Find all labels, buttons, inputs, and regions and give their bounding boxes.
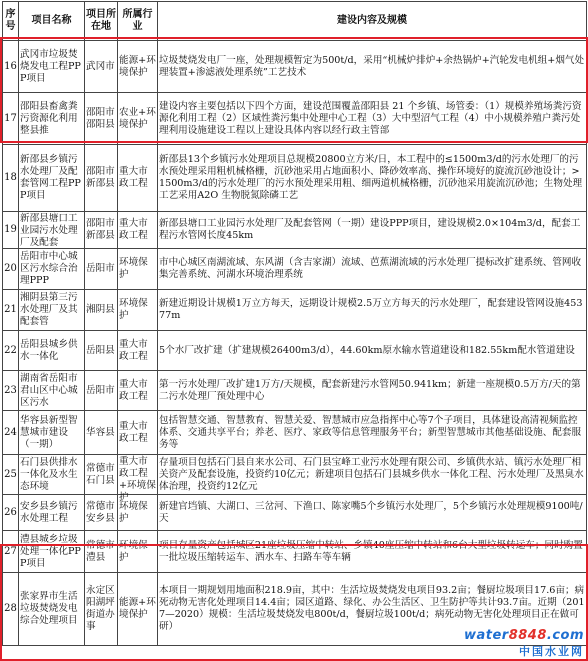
project-location-cell xyxy=(85,371,118,411)
project-description-cell xyxy=(158,145,587,212)
row-number-cell xyxy=(3,455,19,495)
project-location-cell xyxy=(85,495,118,531)
header-industry: 所属行业 xyxy=(118,2,158,41)
project-location-cell xyxy=(85,93,118,145)
project-location: 永定区阳湖坪街道办事 xyxy=(86,585,115,632)
project-industry: 环境保护 xyxy=(119,298,148,321)
project-industry: 重大市政工程 xyxy=(119,338,148,362)
project-description-cell xyxy=(158,93,587,145)
project-name: 湘阴县第三污水处理厂及其配套管 xyxy=(20,292,78,327)
row-number: 28 xyxy=(4,603,17,614)
row-number: 23 xyxy=(4,384,17,396)
row-number: 24 xyxy=(4,426,17,438)
project-industry-cell xyxy=(118,573,158,646)
project-location: 邵阳市新邵县 xyxy=(86,166,115,189)
table-row xyxy=(3,93,587,145)
project-location: 常德市澧县 xyxy=(86,539,115,563)
project-name-cell xyxy=(19,290,85,331)
project-name-cell xyxy=(19,531,85,573)
project-industry-cell xyxy=(118,411,158,455)
project-description: 新建近期设计规模1万立方每天，远期设计规模2.5万立方每天的污水处理厂，配套建设管网设施45377m xyxy=(159,298,583,321)
project-location: 常德市石门县 xyxy=(86,462,115,486)
project-location: 邵阳市新邵县 xyxy=(86,218,115,241)
project-description: 包括智慧交通、智慧教育、智慧关爱、智慧城市应急指挥中心等7个子项目，具体建设高清视频监控体系、交通共享平台；养老、医疗、家政等信息管理服务平台；新型智慧城市其他基础设施、配套服务等 xyxy=(159,414,582,450)
project-description: 垃圾焚烧发电厂一座，处理规模暂定为500t/d，采用“机械炉排炉+余热锅炉+汽轮发电机组+烟气处理装置+渗滤液处理系统”工艺技术 xyxy=(159,54,585,78)
project-industry-cell xyxy=(118,531,158,573)
project-name: 新邵县塘口工业园污水处理厂及配套 xyxy=(20,212,78,248)
project-description-cell xyxy=(158,41,587,93)
table-row xyxy=(3,455,587,495)
project-description-cell xyxy=(158,411,587,455)
project-location: 常德市安乡县 xyxy=(86,500,115,524)
project-description: 本项目一期规划用地面积218.9亩，其中：生活垃圾焚烧发电项目93.2亩；餐厨垃圾项目17.6亩；病死动物无害化处理项目14.4亩；园区道路、绿化、办公生活区、卫生防护等共计93.7亩。近期（2017—2020）规模：生活垃圾焚烧发电800t/d，餐厨垃圾100t/d；病死动物无害化处理项目正在做可研） xyxy=(159,585,585,632)
project-description: 新邵县塘口工业园污水处理厂及配套管网（一期）建设PPP项目，建设规模2.0×104m3/d，配套工程污水管网长度45km xyxy=(159,218,581,241)
project-industry: 重大市政工程 xyxy=(119,378,148,402)
project-name: 张家界市生活垃圾焚烧发电综合处理项目 xyxy=(20,591,78,626)
project-name-cell xyxy=(19,495,85,531)
header-name: 项目名称 xyxy=(19,2,85,41)
table-row xyxy=(3,41,587,93)
row-number-cell xyxy=(3,371,19,411)
project-description-cell xyxy=(158,371,587,411)
row-number: 21 xyxy=(4,304,17,315)
row-number-cell xyxy=(3,331,19,371)
row-number-cell xyxy=(3,212,19,249)
project-description-cell xyxy=(158,331,587,371)
project-name-cell xyxy=(19,331,85,371)
project-name: 石门县供排水一体化及水生态环境 xyxy=(20,456,78,492)
project-industry-cell xyxy=(118,371,158,411)
project-name-cell xyxy=(19,212,85,249)
header-description: 建设内容及规模 xyxy=(158,2,587,41)
project-industry-cell xyxy=(118,249,158,290)
row-number-cell xyxy=(3,145,19,212)
project-industry-cell xyxy=(118,41,158,93)
table-row xyxy=(3,249,587,290)
project-name: 武冈市垃圾焚烧发电工程PPP项目 xyxy=(20,48,81,84)
project-industry: 能源+环境保护 xyxy=(119,597,156,620)
project-name: 岳阳县城乡供水一体化 xyxy=(20,338,78,362)
project-industry-cell xyxy=(118,455,158,503)
project-name: 安乡县乡镇污水处理工程 xyxy=(20,500,78,524)
row-number: 22 xyxy=(4,344,17,356)
project-industry: 重大市政工程+环境保护 xyxy=(119,455,156,503)
row-number-cell xyxy=(3,290,19,331)
project-name: 邵阳县畜禽粪污资源化利用整县推 xyxy=(20,100,78,136)
table-row xyxy=(3,331,587,371)
project-location: 邵阳市邵阳县 xyxy=(86,106,115,130)
header-location: 项目所在地 xyxy=(85,2,118,41)
project-name-cell xyxy=(19,411,85,455)
project-location-cell xyxy=(85,249,118,290)
project-name-cell xyxy=(19,93,85,145)
project-description-cell xyxy=(158,495,587,531)
project-description: 项目存量资产包括城区21座垃圾压缩中转站、乡镇40座压缩中转站和6台大型垃圾转运车；同时购置一批垃圾压缩转运车、洒水车、扫路车等车辆 xyxy=(159,539,583,563)
project-industry: 重大市政工程 xyxy=(119,420,148,444)
project-industry: 环境保护 xyxy=(119,257,148,280)
project-table xyxy=(2,1,587,646)
project-name: 岳阳市中心城区污水综合治理PPP xyxy=(20,251,78,286)
row-number: 20 xyxy=(4,263,17,274)
project-location: 湘阴县 xyxy=(86,304,115,315)
project-industry-cell xyxy=(118,212,158,249)
table-header-row xyxy=(3,2,587,41)
table-row xyxy=(3,531,587,573)
project-description: 建设内容主要包括以下四个方面，建设范围覆盖邵阳县 21 个乡镇、场管委：（1）规模养殖场粪污资源化利用工程（2）区域性粪污集中处理中心工程（3）大中型沼气工程（4）中小规模养殖户粪污处理利用设施建设工程以上建设具体内容以经行政主管部 xyxy=(159,100,582,136)
row-number-cell xyxy=(3,495,19,531)
project-location: 华容县 xyxy=(86,426,115,438)
table-row xyxy=(3,371,587,411)
project-location-cell xyxy=(85,411,118,455)
project-description: 新邵县13个乡镇污水处理项目总规模20800立方米/日，本工程中的≤1500m3/d的污水处理厂的污水预处理采用粗机械格栅，沉砂池采用占地面积小、降砂效率高、操作环境好的旋流沉砂池设计；>1500m3/d的污水处理厂的污水预处理采用粗、细两道机械格栅，沉砂池采用旋流沉砂池；生物处理工艺采用A2O 生物脱氮除磷工艺 xyxy=(159,154,583,201)
watermark-subtitle: 中国水业网 xyxy=(519,645,584,658)
project-location-cell xyxy=(85,531,118,573)
row-number-cell xyxy=(3,531,19,573)
project-industry-cell xyxy=(118,331,158,371)
project-name-cell xyxy=(19,249,85,290)
row-number: 26 xyxy=(4,506,17,518)
row-number: 16 xyxy=(4,60,17,72)
project-description-cell xyxy=(158,249,587,290)
header-no: 序号 xyxy=(3,2,19,41)
row-number-cell xyxy=(3,93,19,145)
row-number-cell xyxy=(3,573,19,646)
project-location: 岳阳市 xyxy=(86,263,115,274)
project-description: 5个水厂改扩建（扩建规模26400m3/d），44.60km原水输水管道建设和182.55km配水管道建设 xyxy=(159,344,575,356)
project-industry-cell xyxy=(118,93,158,145)
project-location-cell xyxy=(85,331,118,371)
project-name-cell xyxy=(19,371,85,411)
project-industry: 农业+环境保护 xyxy=(119,106,156,130)
row-number: 27 xyxy=(4,545,17,557)
project-industry-cell xyxy=(118,145,158,212)
project-name-cell xyxy=(19,145,85,212)
project-industry: 环境保护 xyxy=(119,500,148,524)
project-location: 岳阳县 xyxy=(86,344,115,356)
table-row xyxy=(3,145,587,212)
project-name-cell xyxy=(19,41,85,93)
project-location-cell xyxy=(85,212,118,249)
project-location-cell xyxy=(85,455,118,495)
project-description: 市中心城区南湖流域、东风湖（含吉家湖）流域、芭蕉湖流域的污水处理厂提标改扩建系统、管网收集完善系统、河湖水环境治理系统 xyxy=(159,257,582,280)
project-industry: 能源+环境保护 xyxy=(119,54,156,78)
project-industry-cell xyxy=(118,290,158,331)
table-row xyxy=(3,411,587,455)
project-location-cell xyxy=(85,290,118,331)
project-description: 新建官垱镇、大湖口、三岔河、下渔口、陈家嘴5个乡镇污水处理厂，5个乡镇污水处理规模9100吨/天 xyxy=(159,500,583,524)
row-number-cell xyxy=(3,249,19,290)
project-industry: 环境保护 xyxy=(119,539,148,563)
row-number-cell xyxy=(3,41,19,93)
project-description-cell xyxy=(158,290,587,331)
table-row xyxy=(3,290,587,331)
project-description: 第一污水处理厂改扩建1万方/天规模，配套新建污水管网50.941km；新建一座规模0.5万方/天的第二污水处理厂预处理中心 xyxy=(159,378,581,402)
table-row xyxy=(3,495,587,531)
project-name-cell xyxy=(19,573,85,646)
project-description-cell xyxy=(158,212,587,249)
project-description-cell xyxy=(158,531,587,573)
project-name-cell xyxy=(19,455,85,495)
project-location-cell xyxy=(85,573,118,646)
project-name: 湖南省岳阳市君山区中心城区污水 xyxy=(20,372,78,408)
project-industry: 重大市政工程 xyxy=(119,218,148,241)
project-industry: 重大市政工程 xyxy=(119,166,148,189)
project-name: 华容县新型智慧城市建设（一期） xyxy=(20,414,78,450)
row-number: 19 xyxy=(4,224,17,235)
row-number-cell xyxy=(3,411,19,455)
row-number: 25 xyxy=(4,468,17,480)
site-watermark xyxy=(464,628,584,659)
watermark-logo: water8848.com xyxy=(463,628,584,643)
project-location: 武冈市 xyxy=(86,60,115,72)
project-name: 澧县城乡垃圾处理一体化PPP项目 xyxy=(20,533,81,569)
project-location: 岳阳市 xyxy=(86,384,115,396)
table-row xyxy=(3,212,587,249)
row-number: 17 xyxy=(4,112,17,124)
project-description-cell xyxy=(158,455,587,495)
project-description: 存量项目包括石门县自来水公司、石门县宝峰工业污水处理有限公司、乡镇供水站、镇污水处理厂相关资产及配套设施，投资约10亿元；新建项目包括石门县城乡供水一体化工程、污水处理厂及黑臭水体治理，投资约12亿元 xyxy=(159,456,584,492)
project-name: 新邵县乡镇污水处理厂及配套管网工程PPP项目 xyxy=(20,154,81,201)
project-location-cell xyxy=(85,41,118,93)
project-location-cell xyxy=(85,145,118,212)
row-number: 18 xyxy=(4,172,17,183)
